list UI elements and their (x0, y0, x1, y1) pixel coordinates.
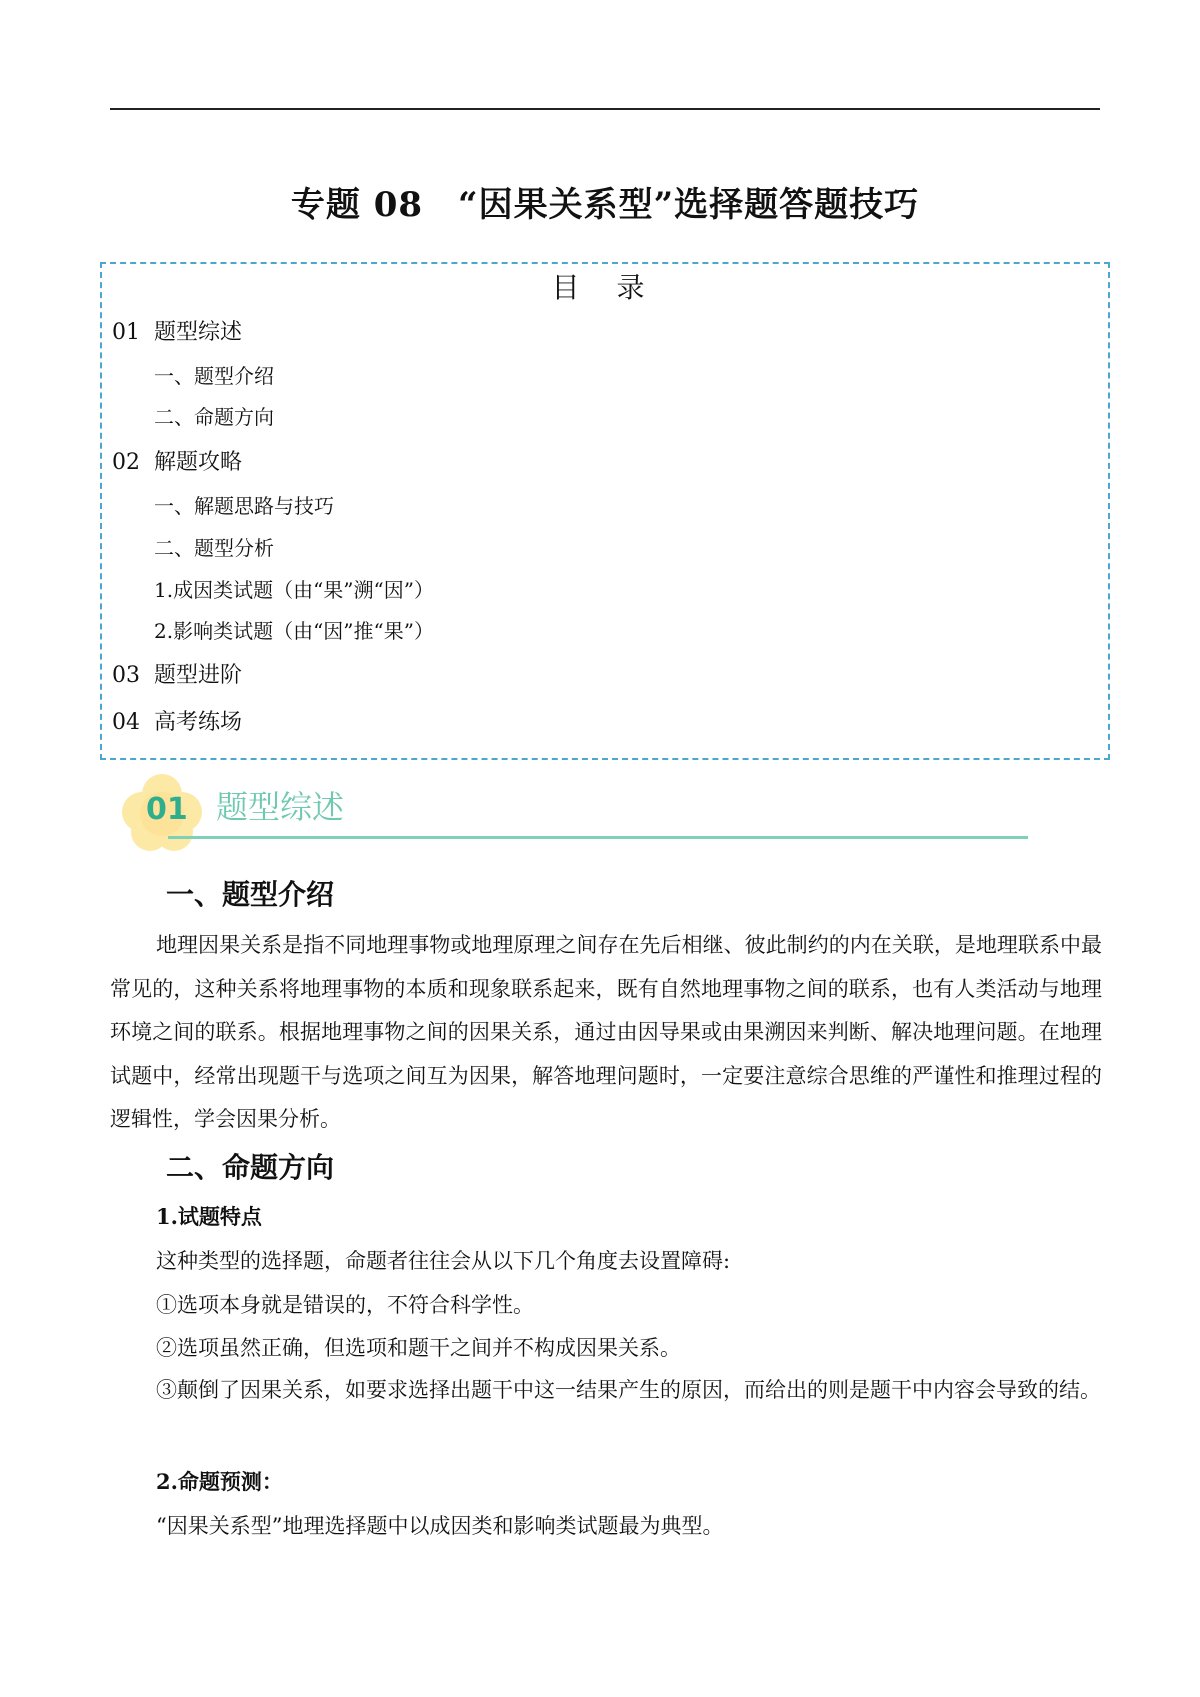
toc-item-number: 04 (112, 710, 140, 735)
header-rule (110, 108, 1100, 110)
toc-item[interactable] (112, 706, 242, 740)
toc-subitem[interactable]: 二、题型分析 (154, 536, 274, 560)
section-banner (112, 768, 1032, 858)
toc-item-label: 题型进阶 (154, 663, 243, 688)
features-intro: 这种类型的选择题，命题者往往会从以下几个角度去设置障碍: (156, 1249, 731, 1273)
section-underline (168, 836, 1028, 839)
toc-subitem[interactable]: 1.成因类试题（由“果”溯“因”） (154, 578, 434, 602)
heading-intro: 一、题型介绍 (166, 878, 335, 911)
table-of-contents (100, 262, 1110, 760)
toc-item-number: 01 (112, 320, 140, 345)
toc-item[interactable] (112, 446, 242, 480)
intro-paragraph: 地理因果关系是指不同地理事物或地理原理之间存在先后相继、彼此制约的内在关联，是地理联系中最常见的，这种关系将地理事物的本质和现象联系起来，既有自然地理事物之间的联系，也有人类活动与地理环境之间的联系。根据地理事物之间的因果关系，通过由因导果或由果溯因来判断、解决地理问题。在地理试题中，经常出现题干与选项之间互为因果，解答地理问题时，一定要注意综合思维的严谨性和推理过程的逻辑性，学会因果分析。 (110, 933, 1102, 1131)
feature-point-3: ③颠倒了因果关系，如要求选择出题干中这一结果产生的原因，而给出的则是题干中内容会导致的结。 (156, 1378, 1101, 1402)
toc-item-label: 解题攻略 (154, 450, 243, 475)
prediction-text: “因果关系型”地理选择题中以成因类和影响类试题最为典型。 (156, 1514, 724, 1538)
toc-item-label: 题型综述 (154, 320, 243, 345)
heading-direction: 二、命题方向 (166, 1151, 335, 1184)
toc-item-number: 02 (112, 450, 140, 475)
toc-item[interactable] (112, 659, 242, 693)
feature-point-2: ②选项虽然正确，但选项和题干之间并不构成因果关系。 (156, 1336, 681, 1360)
section-number: 01 (146, 792, 188, 827)
subheading-features: 1.试题特点 (156, 1204, 262, 1229)
subheading-prediction: 2.命题预测： (156, 1469, 283, 1494)
document-title: 专题 08 “因果关系型”选择题答题技巧 (290, 185, 920, 225)
toc-item[interactable] (112, 316, 242, 350)
section-title: 题型综述 (216, 788, 345, 826)
toc-heading: 目 录 (551, 271, 659, 304)
feature-point-1: ①选项本身就是错误的，不符合科学性。 (156, 1293, 534, 1317)
toc-subitem[interactable]: 二、命题方向 (154, 405, 274, 429)
toc-item-number: 03 (112, 663, 140, 688)
toc-subitem[interactable]: 2.影响类试题（由“因”推“果”） (154, 619, 434, 643)
toc-subitem[interactable]: 一、解题思路与技巧 (154, 494, 334, 518)
toc-subitem[interactable]: 一、题型介绍 (154, 364, 274, 388)
toc-item-label: 高考练场 (154, 710, 243, 735)
